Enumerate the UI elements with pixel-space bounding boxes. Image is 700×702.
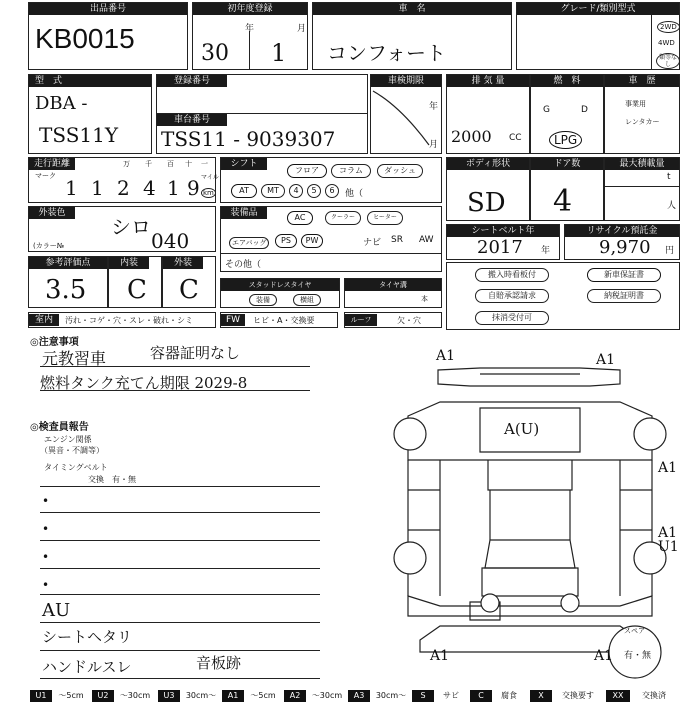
interior-row-label: 室内: [29, 314, 59, 326]
roof-row-label: ルーフ: [345, 314, 377, 326]
exterior-label: 外装: [163, 257, 203, 269]
displacement-unit: CC: [509, 133, 522, 143]
seatbelt-label: シートベルト年: [447, 225, 559, 237]
recycle-box: [564, 224, 680, 260]
history-rental: レンタカー: [625, 118, 660, 126]
legend-code: U1: [30, 690, 52, 702]
legend-desc: ～5cm: [58, 691, 84, 700]
inspector-engine: エンジン関係: [44, 435, 92, 444]
mileage-digit: 1: [167, 176, 180, 200]
car-name-box: [312, 2, 512, 70]
doors-box: [530, 157, 604, 221]
interior-value: C: [127, 275, 147, 305]
spare-label: スペア: [624, 627, 645, 635]
lot-label: 出品番号: [29, 3, 187, 15]
inspection-year-unit: 年: [429, 102, 439, 112]
model-box: [28, 74, 152, 154]
lot-box: [28, 2, 188, 70]
seatbelt-unit: 年: [541, 246, 551, 256]
equip-cooler: クーラー: [325, 211, 361, 225]
mileage-digit: 2: [117, 176, 130, 200]
tire-vertical: 横組: [293, 294, 321, 306]
legend-code: A2: [284, 690, 306, 702]
chassis-label: 車台番号: [157, 114, 227, 126]
interior-row-options: 汚れ・コゲ・穴・スレ・破れ・シミ: [65, 316, 193, 325]
damage-mark-rear-right: A1: [594, 648, 614, 664]
equip-aw: AW: [419, 235, 434, 245]
notes-line-1: 元教習車: [42, 349, 107, 368]
paper-new-warranty: 新車保証書: [587, 268, 661, 282]
shift-other: 他（: [345, 189, 364, 199]
fuel-d: D: [581, 105, 588, 115]
equip-heater: ヒーター: [367, 211, 403, 225]
shift-label: シフト: [221, 158, 267, 170]
shift-mt: MT: [261, 184, 285, 198]
notes-label: ◎注意事項: [30, 337, 79, 348]
shift-gear-5: 5: [307, 184, 321, 198]
capacity-unit-2: 人: [667, 201, 677, 211]
notes-line-1b: 容器証明なし: [150, 344, 241, 362]
inspector-item-1: AU: [42, 600, 71, 621]
grade-box: [516, 2, 680, 70]
legend-code: U3: [158, 690, 180, 702]
first-reg-box: [192, 2, 308, 70]
inspection-label: 車検期限: [371, 75, 441, 87]
grade-label: グレード/類別型式: [517, 3, 679, 15]
lot-number: KB0015: [35, 23, 135, 54]
spare-value: 有・無: [624, 651, 652, 661]
legend-code: S: [412, 690, 434, 702]
exterior-value: C: [179, 275, 199, 305]
opt-4wd: 4WD: [658, 39, 675, 47]
color-code: 040: [151, 229, 190, 253]
legend-code: U2: [92, 690, 114, 702]
recycle-unit: 円: [665, 246, 675, 256]
doors-label: ドア数: [531, 158, 603, 170]
fuel-g: G: [543, 105, 550, 115]
history-box: [604, 74, 680, 154]
legend-desc: 交換要す: [562, 691, 594, 700]
shift-floor: フロア: [287, 164, 327, 178]
tire-depth-label: タイヤ溝: [345, 279, 441, 291]
first-reg-label: 初年度登録: [193, 3, 307, 15]
tire-box: [220, 278, 340, 308]
equip-sr: SR: [391, 235, 403, 245]
equipment-label: 装備品: [221, 207, 267, 219]
inspector-exchange: 交換 有・無: [88, 475, 136, 484]
opt-2wd: 2WD: [657, 21, 680, 33]
fuel-box: [530, 74, 604, 154]
model-value-1: DBA -: [35, 93, 88, 114]
legend-desc: 交換済: [642, 691, 666, 700]
unit-man: 万: [123, 160, 130, 168]
year-unit: 年: [245, 24, 255, 34]
fuel-lpg: LPG: [549, 131, 582, 149]
unit-ichi: 一: [201, 160, 208, 168]
tire-depth-box: [344, 278, 442, 308]
equipment-box: [220, 206, 442, 272]
displacement-value: 2000: [451, 127, 492, 146]
fuel-label: 燃 料: [531, 75, 603, 87]
inspector-engine-sub: （異音・不調等）: [40, 446, 104, 455]
exterior-box: [162, 256, 216, 308]
capacity-label: 最大積載量: [605, 158, 679, 170]
shift-dash: ダッシュ: [377, 164, 423, 178]
interior-box: [108, 256, 162, 308]
legend-desc: ～5cm: [250, 691, 276, 700]
history-business: 事業用: [625, 100, 646, 108]
damage-mark-right-rear: A1 U1: [658, 525, 679, 555]
tire-label: スタッドレスタイヤ: [221, 279, 339, 291]
damage-mark-front-left: A1: [436, 348, 456, 364]
tire-depth-unit: 本: [421, 295, 428, 303]
recycle-value: 9,970: [599, 237, 651, 258]
chassis-value: TSS11 - 9039307: [161, 127, 336, 151]
legend-desc: サビ: [443, 691, 459, 700]
legend-code: C: [470, 690, 492, 702]
seatbelt-box: [446, 224, 560, 260]
damage-mark-hood: A(U): [504, 420, 540, 438]
history-label: 車 歴: [605, 75, 679, 87]
color-code-label: (カラー№: [33, 242, 65, 250]
inspector-item-3: ハンドルスレ: [42, 658, 132, 676]
damage-mark-front-right: A1: [596, 352, 616, 368]
legend-desc: 腐食: [501, 691, 517, 700]
unit-sen: 千: [145, 160, 152, 168]
damage-mark-right-door: A1: [658, 460, 678, 476]
reg-box: [156, 74, 368, 154]
roof-row: [344, 312, 442, 328]
unit-hyaku: 百: [167, 160, 174, 168]
equip-other: その他（: [225, 260, 262, 270]
shift-box: [220, 157, 442, 203]
car-name-label: 車 名: [313, 3, 511, 15]
shift-at: AT: [231, 184, 257, 198]
mileage-unit-mile: マイル: [201, 174, 219, 181]
inspector-label: ◎検査員報告: [30, 422, 89, 433]
inspection-month-unit: 月: [429, 140, 439, 150]
month-unit: 月: [297, 24, 307, 34]
first-reg-month: 1: [271, 39, 287, 67]
doors-value: 4: [553, 184, 573, 219]
shift-column: コラム: [331, 164, 371, 178]
notes-line-2: 燃料タンク充てん期限 2029-8: [40, 374, 248, 392]
papers-box: [446, 262, 680, 330]
color-value: シロ: [111, 215, 151, 239]
inspection-box: [370, 74, 442, 154]
roof-row-options: 欠・穴: [397, 316, 421, 325]
tire-replace: 装備: [249, 294, 277, 306]
mileage-digit: 1: [91, 176, 104, 200]
mileage-label: 走行距離: [29, 158, 75, 170]
equip-airbag: エアバッグ: [229, 237, 269, 249]
paper-removal: 搬入時看板付: [475, 268, 549, 282]
legend-code: XX: [606, 690, 630, 702]
mileage-unit-km: km: [203, 189, 214, 197]
capacity-unit: t: [667, 172, 671, 182]
equip-ps: PS: [275, 234, 297, 248]
shift-gear-6: 6: [325, 184, 339, 198]
inspector-item-2: シートヘタリ: [42, 628, 133, 646]
damage-mark-rear-left: A1: [430, 648, 450, 664]
legend-desc: 30cm～: [375, 691, 407, 700]
equip-pw: PW: [301, 234, 323, 248]
equip-navi: ナビ: [363, 238, 382, 248]
fw-row-label: FW: [221, 314, 245, 326]
equip-ac: AC: [287, 211, 313, 225]
model-label: 型 式: [29, 75, 151, 87]
mileage-digit: 4: [143, 176, 156, 200]
fw-row-options: ヒビ・A・交換要: [253, 316, 315, 325]
body-box: [446, 157, 530, 221]
body-value: SD: [467, 188, 506, 218]
first-reg-year: 30: [201, 41, 229, 66]
body-label: ボディ形状: [447, 158, 529, 170]
paper-self-cert: 自賠承認請求: [475, 289, 549, 303]
opt-none: 類等なし: [656, 53, 680, 69]
reg-label: 登録番号: [157, 75, 227, 87]
capacity-box: [604, 157, 680, 221]
score-label: 参考評価点: [29, 257, 107, 269]
mileage-box: [28, 157, 219, 203]
color-label: 外装色: [29, 207, 75, 219]
fw-row: [220, 312, 338, 328]
model-value-2: TSS11Y: [39, 123, 119, 147]
legend-desc: 30cm～: [185, 691, 217, 700]
recycle-label: リサイクル預託金: [565, 225, 679, 237]
paper-tax-cert: 納税証明書: [587, 289, 661, 303]
inspector-timing: タイミングベルト: [44, 463, 108, 472]
legend-desc: ～30cm: [119, 691, 151, 700]
displacement-label: 排 気 量: [447, 75, 529, 87]
unit-ju: 十: [185, 160, 192, 168]
inspector-item-3b: 音板跡: [196, 654, 242, 672]
score-value: 3.5: [45, 275, 87, 305]
car-name-value: コンフォート: [327, 41, 446, 65]
seatbelt-value: 2017: [477, 237, 523, 258]
score-box: [28, 256, 108, 308]
interior-condition-row: [28, 312, 216, 328]
legend-code: A1: [222, 690, 244, 702]
color-box: [28, 206, 216, 252]
mileage-mark: マーク: [35, 172, 56, 180]
displacement-box: [446, 74, 530, 154]
mileage-digit: 1: [65, 176, 78, 200]
legend-code: X: [530, 690, 552, 702]
shift-gear-4: 4: [289, 184, 303, 198]
paper-delete: 抹消受付可: [475, 311, 549, 325]
legend-desc: ～30cm: [311, 691, 343, 700]
legend-code: A3: [348, 690, 370, 702]
interior-label: 内装: [109, 257, 149, 269]
mileage-digit: 9: [187, 176, 200, 200]
